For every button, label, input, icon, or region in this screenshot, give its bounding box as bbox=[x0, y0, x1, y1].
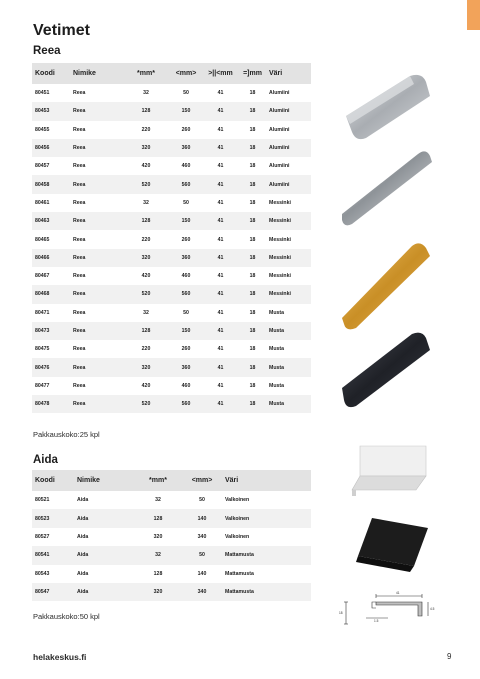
table-cell: 460 bbox=[181, 273, 191, 280]
table-row bbox=[32, 249, 311, 267]
table-cell: Aida bbox=[74, 509, 134, 527]
dim-label-thickness: 4.5 bbox=[430, 607, 435, 611]
col-header-height: =]mm bbox=[239, 63, 266, 84]
table-cell: 320 bbox=[122, 139, 170, 157]
table-cell: Reea bbox=[73, 199, 86, 206]
table-cell: 50 bbox=[183, 199, 189, 206]
table-cell: Alumiini bbox=[269, 90, 290, 97]
table-cell: Alumiini bbox=[266, 102, 311, 120]
table-cell: 220 bbox=[141, 126, 151, 133]
table-cell: 18 bbox=[249, 273, 256, 280]
aida-dimension-drawing bbox=[336, 588, 436, 628]
table-row bbox=[32, 509, 311, 527]
table-cell: 128 bbox=[134, 509, 182, 527]
table-cell: 41 bbox=[217, 163, 224, 170]
table-cell: 128 bbox=[122, 322, 170, 340]
table-cell: Reea bbox=[70, 139, 122, 157]
table-cell: Aida bbox=[74, 546, 134, 564]
reea-black-handle-image bbox=[338, 330, 434, 410]
aida-black-handle-image bbox=[352, 514, 434, 576]
table-cell: 260 bbox=[181, 346, 191, 353]
table-cell: Alumiini bbox=[269, 126, 290, 133]
table-row bbox=[32, 139, 311, 157]
table-row bbox=[32, 491, 311, 509]
table-cell: 80477 bbox=[35, 382, 50, 389]
corner-accent-tab bbox=[467, 0, 480, 30]
table-row bbox=[32, 565, 311, 583]
table-cell: 128 bbox=[122, 102, 170, 120]
col-header-koodi: Koodi bbox=[32, 470, 74, 491]
table-cell: 41 bbox=[202, 212, 239, 230]
table-cell: 260 bbox=[181, 236, 191, 243]
table-cell: 80476 bbox=[32, 358, 70, 376]
table-cell: 80463 bbox=[32, 212, 70, 230]
table-cell: Musta bbox=[269, 382, 284, 389]
table-cell: Musta bbox=[266, 358, 311, 376]
table-cell: 18 bbox=[249, 236, 256, 243]
col-header-width: >||<mm bbox=[202, 63, 239, 84]
table-cell: 560 bbox=[170, 285, 202, 303]
table-cell: 80455 bbox=[35, 126, 50, 133]
col-header-length: <mm> bbox=[170, 63, 202, 84]
reea-gold-handle-image bbox=[338, 240, 434, 332]
table-cell: 320 bbox=[122, 358, 170, 376]
aida-package-size: Pakkauskoko:50 kpl bbox=[33, 612, 100, 621]
table-cell: 32 bbox=[143, 90, 149, 97]
table-cell: 340 bbox=[197, 533, 207, 540]
table-cell: 80478 bbox=[32, 395, 70, 413]
table-row bbox=[32, 322, 311, 340]
table-cell: Messinki bbox=[266, 249, 311, 267]
table-row bbox=[32, 340, 311, 358]
table-cell: 150 bbox=[170, 212, 202, 230]
table-cell: Messinki bbox=[266, 285, 311, 303]
dim-label-width: 41 bbox=[396, 591, 400, 595]
table-row bbox=[32, 121, 311, 139]
table-cell: 41 bbox=[202, 175, 239, 193]
table-cell: 41 bbox=[217, 382, 224, 389]
table-cell: 18 bbox=[239, 395, 266, 413]
page-number: 9 bbox=[447, 652, 452, 661]
table-cell: 80523 bbox=[32, 509, 74, 527]
table-cell: 460 bbox=[181, 382, 191, 389]
table-cell: Reea bbox=[70, 322, 122, 340]
table-cell: Musta bbox=[266, 395, 311, 413]
table-cell: 41 bbox=[217, 346, 224, 353]
table-cell: 150 bbox=[170, 322, 202, 340]
table-row bbox=[32, 358, 311, 376]
table-cell: 80521 bbox=[35, 497, 50, 504]
table-cell: 320 bbox=[134, 583, 182, 601]
table-cell: Messinki bbox=[269, 236, 291, 243]
table-row bbox=[32, 304, 311, 322]
table-cell: 80456 bbox=[32, 139, 70, 157]
table-cell: 80457 bbox=[35, 163, 50, 170]
table-cell: 32 bbox=[155, 497, 161, 504]
table-cell: Reea bbox=[70, 358, 122, 376]
table-cell: 41 bbox=[217, 199, 224, 206]
table-cell: 560 bbox=[170, 395, 202, 413]
table-cell: 18 bbox=[239, 358, 266, 376]
dim-label-lip: 1.5 bbox=[374, 619, 379, 623]
table-cell: 41 bbox=[217, 236, 224, 243]
table-cell: 80466 bbox=[32, 249, 70, 267]
table-cell: 150 bbox=[170, 102, 202, 120]
table-cell: Musta bbox=[269, 309, 284, 316]
table-cell: 220 bbox=[141, 346, 151, 353]
table-cell: 320 bbox=[122, 249, 170, 267]
table-row bbox=[32, 84, 311, 102]
table-cell: 18 bbox=[249, 382, 256, 389]
table-cell: 420 bbox=[141, 382, 151, 389]
table-cell: Musta bbox=[266, 322, 311, 340]
table-cell: 80543 bbox=[35, 570, 50, 577]
reea-package-size: Pakkauskoko:25 kpl bbox=[33, 430, 100, 439]
table-cell: 80527 bbox=[35, 533, 50, 540]
table-row bbox=[32, 528, 311, 546]
table-cell: 520 bbox=[122, 175, 170, 193]
table-cell: 260 bbox=[181, 126, 191, 133]
table-cell: Aida bbox=[77, 533, 89, 540]
table-cell: 41 bbox=[202, 358, 239, 376]
table-cell: Messinki bbox=[269, 273, 291, 280]
table-cell: 420 bbox=[141, 163, 151, 170]
table-cell: Valkoinen bbox=[225, 497, 250, 504]
table-cell: Valkoinen bbox=[222, 509, 311, 527]
table-row bbox=[32, 230, 311, 248]
table-cell: Alumiini bbox=[269, 163, 290, 170]
table-row bbox=[32, 175, 311, 193]
table-cell: 18 bbox=[239, 322, 266, 340]
table-cell: 18 bbox=[249, 309, 256, 316]
table-cell: Messinki bbox=[266, 212, 311, 230]
table-cell: Alumiini bbox=[266, 139, 311, 157]
table-cell: Reea bbox=[73, 382, 86, 389]
table-cell: 220 bbox=[141, 236, 151, 243]
table-cell: Reea bbox=[70, 395, 122, 413]
aida-section-title: Aida bbox=[33, 454, 58, 466]
table-cell: 50 bbox=[183, 90, 189, 97]
reea-section-title: Reea bbox=[33, 45, 61, 57]
table-cell: 80458 bbox=[32, 175, 70, 193]
col-header-nimike: Nimike bbox=[74, 470, 134, 491]
table-row bbox=[32, 267, 311, 285]
table-cell: 520 bbox=[122, 395, 170, 413]
table-cell: 80475 bbox=[35, 346, 50, 353]
aida-product-table bbox=[32, 470, 311, 601]
table-row bbox=[32, 102, 311, 120]
table-cell: Musta bbox=[269, 346, 284, 353]
footer-website: helakeskus.fi bbox=[33, 652, 87, 662]
table-row bbox=[32, 194, 311, 212]
table-cell: 80547 bbox=[32, 583, 74, 601]
table-cell: 41 bbox=[217, 309, 224, 316]
table-cell: 41 bbox=[202, 102, 239, 120]
table-cell: 41 bbox=[202, 139, 239, 157]
table-row bbox=[32, 546, 311, 564]
table-cell: Reea bbox=[70, 249, 122, 267]
table-cell: 18 bbox=[249, 199, 256, 206]
table-cell: 18 bbox=[239, 249, 266, 267]
table-cell: 128 bbox=[122, 212, 170, 230]
table-row bbox=[32, 395, 311, 413]
aida-white-handle-image bbox=[346, 442, 432, 498]
table-cell: 360 bbox=[170, 358, 202, 376]
table-cell: 360 bbox=[170, 249, 202, 267]
table-cell: 41 bbox=[217, 90, 224, 97]
table-cell: 80451 bbox=[35, 90, 50, 97]
col-header-hole-distance: *mm* bbox=[122, 63, 170, 84]
table-header-row bbox=[32, 63, 311, 84]
table-cell: Reea bbox=[73, 90, 86, 97]
table-cell: 560 bbox=[170, 175, 202, 193]
table-cell: 80473 bbox=[32, 322, 70, 340]
table-cell: 18 bbox=[239, 175, 266, 193]
table-cell: Reea bbox=[73, 163, 86, 170]
table-cell: 50 bbox=[183, 309, 189, 316]
table-cell: Reea bbox=[70, 212, 122, 230]
table-cell: 32 bbox=[143, 199, 149, 206]
col-header-nimike: Nimike bbox=[70, 63, 122, 84]
reea-aluminium-handle-image bbox=[338, 72, 434, 142]
table-cell: 41 bbox=[202, 285, 239, 303]
table-header-row bbox=[32, 470, 311, 491]
dim-label-height: 18 bbox=[339, 611, 343, 615]
table-cell: 320 bbox=[153, 533, 163, 540]
table-cell: 18 bbox=[239, 212, 266, 230]
table-cell: 41 bbox=[217, 273, 224, 280]
table-cell: 80471 bbox=[35, 309, 50, 316]
table-cell: 18 bbox=[239, 139, 266, 157]
page-title: Vetimet bbox=[33, 22, 90, 39]
table-cell: Aida bbox=[77, 570, 89, 577]
table-cell: Messinki bbox=[269, 199, 291, 206]
table-row bbox=[32, 212, 311, 230]
table-cell: 41 bbox=[202, 249, 239, 267]
table-row bbox=[32, 377, 311, 395]
table-cell: Reea bbox=[73, 126, 86, 133]
col-header-koodi: Koodi bbox=[32, 63, 70, 84]
table-cell: 41 bbox=[202, 395, 239, 413]
table-cell: 50 bbox=[182, 546, 222, 564]
table-cell: Mattamusta bbox=[222, 583, 311, 601]
table-cell: 32 bbox=[134, 546, 182, 564]
table-cell: 18 bbox=[239, 285, 266, 303]
table-cell: 460 bbox=[181, 163, 191, 170]
table-cell: Reea bbox=[73, 236, 86, 243]
table-cell: 80541 bbox=[32, 546, 74, 564]
table-cell: 80453 bbox=[32, 102, 70, 120]
table-cell: Reea bbox=[73, 346, 86, 353]
table-cell: Aida bbox=[74, 583, 134, 601]
col-header-vari: Väri bbox=[266, 63, 311, 84]
table-cell: 50 bbox=[199, 497, 205, 504]
table-cell: 18 bbox=[249, 126, 256, 133]
reea-brass-handle-image bbox=[338, 148, 434, 228]
table-cell: 520 bbox=[122, 285, 170, 303]
table-row bbox=[32, 583, 311, 601]
table-cell: 360 bbox=[170, 139, 202, 157]
table-cell: 80461 bbox=[35, 199, 50, 206]
table-cell: Reea bbox=[70, 285, 122, 303]
table-row bbox=[32, 285, 311, 303]
table-cell: 128 bbox=[153, 570, 163, 577]
table-cell: 18 bbox=[249, 163, 256, 170]
table-cell: Reea bbox=[70, 175, 122, 193]
col-header-vari: Väri bbox=[222, 470, 311, 491]
reea-product-table bbox=[32, 63, 311, 413]
table-cell: 140 bbox=[197, 570, 207, 577]
table-cell: Reea bbox=[70, 102, 122, 120]
col-header-length: <mm> bbox=[182, 470, 222, 491]
table-cell: 18 bbox=[249, 90, 256, 97]
table-cell: 80465 bbox=[35, 236, 50, 243]
table-cell: 18 bbox=[239, 102, 266, 120]
table-cell: Mattamusta bbox=[222, 546, 311, 564]
table-cell: Aida bbox=[77, 497, 89, 504]
table-cell: 80467 bbox=[35, 273, 50, 280]
table-row bbox=[32, 157, 311, 175]
table-cell: 41 bbox=[202, 322, 239, 340]
table-cell: 80468 bbox=[32, 285, 70, 303]
table-cell: Reea bbox=[73, 309, 86, 316]
table-cell: 41 bbox=[217, 126, 224, 133]
table-cell: 18 bbox=[249, 346, 256, 353]
table-cell: Valkoinen bbox=[225, 533, 250, 540]
table-cell: 32 bbox=[143, 309, 149, 316]
table-cell: Reea bbox=[73, 273, 86, 280]
table-cell: Alumiini bbox=[266, 175, 311, 193]
table-cell: 340 bbox=[182, 583, 222, 601]
table-cell: 420 bbox=[141, 273, 151, 280]
col-header-hole-distance: *mm* bbox=[134, 470, 182, 491]
table-cell: Mattamusta bbox=[225, 570, 254, 577]
table-cell: 140 bbox=[182, 509, 222, 527]
